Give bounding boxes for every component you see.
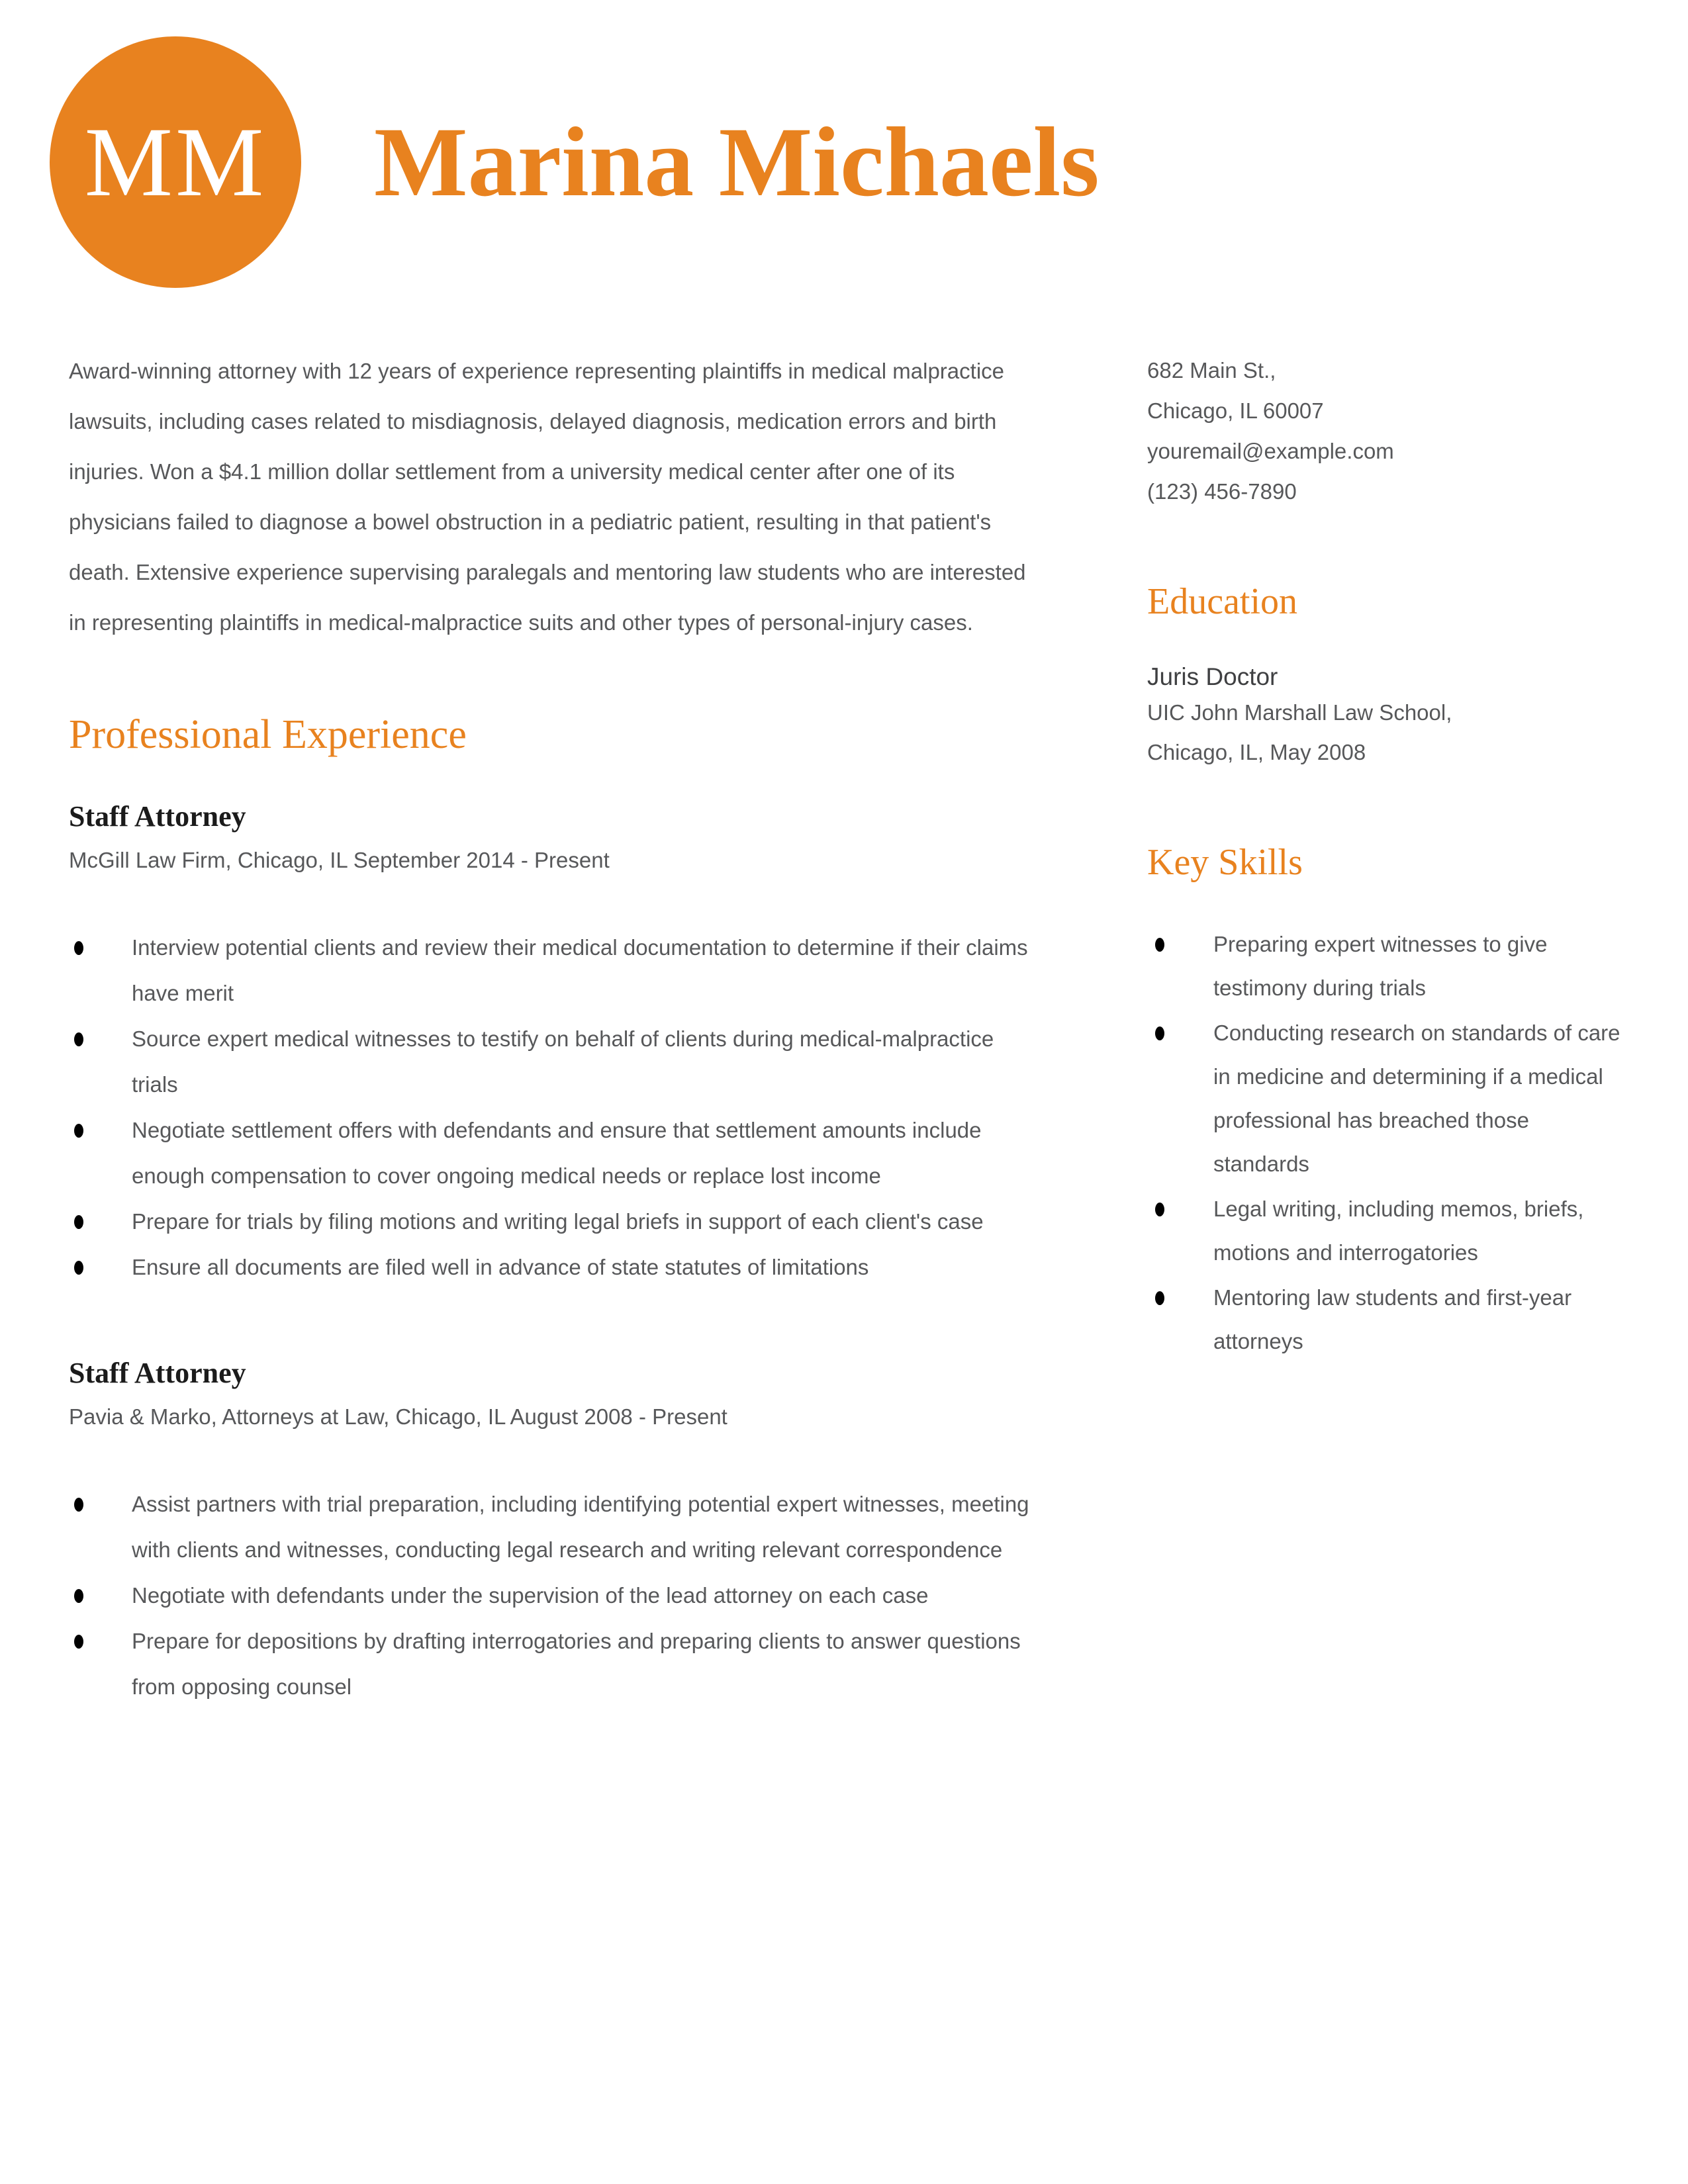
content-columns xyxy=(0,346,1688,1709)
skill-item: Legal writing, including memos, briefs, motions and interrogatories xyxy=(1147,1187,1622,1275)
education-section-heading: Education xyxy=(1147,581,1298,622)
education-school: UIC John Marshall Law School, xyxy=(1147,700,1452,725)
job-bullet-list xyxy=(69,925,1035,1290)
job-entry xyxy=(69,1356,1035,1709)
professional-summary: Award-winning attorney with 12 years of experience representing plaintiffs in medical malpractice lawsuits, including cases related to misdiagnosis, delayed diagnosis, medication errors and birth injuries. Won a $4.1 million dollar settlement from a university medical center after one of its physicians failed to diagnose a bowel obstruction in a pediatric patient, resulting in that patient's death. Extensive experience supervising paralegals and mentoring law students who are interested in representing plaintiffs in medical-malpractice suits and other types of personal-injury cases. xyxy=(69,359,1026,635)
candidate-name: Marina Michaels xyxy=(374,107,1100,217)
resume-header xyxy=(0,0,1688,288)
job-title: Staff Attorney xyxy=(69,800,246,833)
job-bullet: Assist partners with trial preparation, including identifying potential expert witnesses, meeting with clients and witnesses, conducting legal research and writing relevant correspondence xyxy=(69,1481,1035,1572)
skill-item: Preparing expert witnesses to give testimony during trials xyxy=(1147,923,1622,1010)
monogram-avatar xyxy=(50,36,301,288)
job-entry xyxy=(69,799,1035,1290)
job-bullet: Negotiate with defendants under the supervision of the lead attorney on each case xyxy=(69,1572,1035,1618)
contact-address-line1: 682 Main St., xyxy=(1147,358,1276,383)
contact-address-line2: Chicago, IL 60007 xyxy=(1147,398,1324,423)
contact-block xyxy=(1147,350,1622,512)
job-bullet: Source expert medical witnesses to testify on behalf of clients during medical-malpractice trials xyxy=(69,1016,1035,1107)
job-bullet: Interview potential clients and review their medical documentation to determine if their claims have merit xyxy=(69,925,1035,1016)
job-bullet: Negotiate settlement offers with defendants and ensure that settlement amounts include enough compensation to cover ongoing medical needs or replace lost income xyxy=(69,1107,1035,1199)
skill-item: Mentoring law students and first-year attorneys xyxy=(1147,1276,1622,1363)
sidebar-column xyxy=(1147,346,1622,1365)
monogram-initials: MM xyxy=(84,107,267,217)
contact-email: youremail@example.com xyxy=(1147,439,1394,463)
job-meta: McGill Law Firm, Chicago, IL September 2014 - Present xyxy=(69,848,610,873)
job-bullet: Ensure all documents are filed well in advance of state statutes of limitations xyxy=(69,1244,1035,1290)
skill-item: Conducting research on standards of care in medicine and determining if a medical professional has breached those standards xyxy=(1147,1011,1622,1186)
job-bullet-list xyxy=(69,1481,1035,1709)
key-skills-list xyxy=(1147,923,1622,1363)
contact-phone: (123) 456-7890 xyxy=(1147,479,1297,504)
experience-section-heading: Professional Experience xyxy=(69,712,467,757)
job-title: Staff Attorney xyxy=(69,1357,246,1390)
education-degree: Juris Doctor xyxy=(1147,663,1278,691)
main-column xyxy=(69,346,1035,1709)
job-bullet: Prepare for depositions by drafting interrogatories and preparing clients to answer questions from opposing counsel xyxy=(69,1618,1035,1709)
education-location-date: Chicago, IL, May 2008 xyxy=(1147,740,1366,765)
job-meta: Pavia & Marko, Attorneys at Law, Chicago, IL August 2008 - Present xyxy=(69,1404,727,1430)
job-bullet: Prepare for trials by filing motions and writing legal briefs in support of each client's case xyxy=(69,1199,1035,1244)
key-skills-section-heading: Key Skills xyxy=(1147,842,1303,884)
